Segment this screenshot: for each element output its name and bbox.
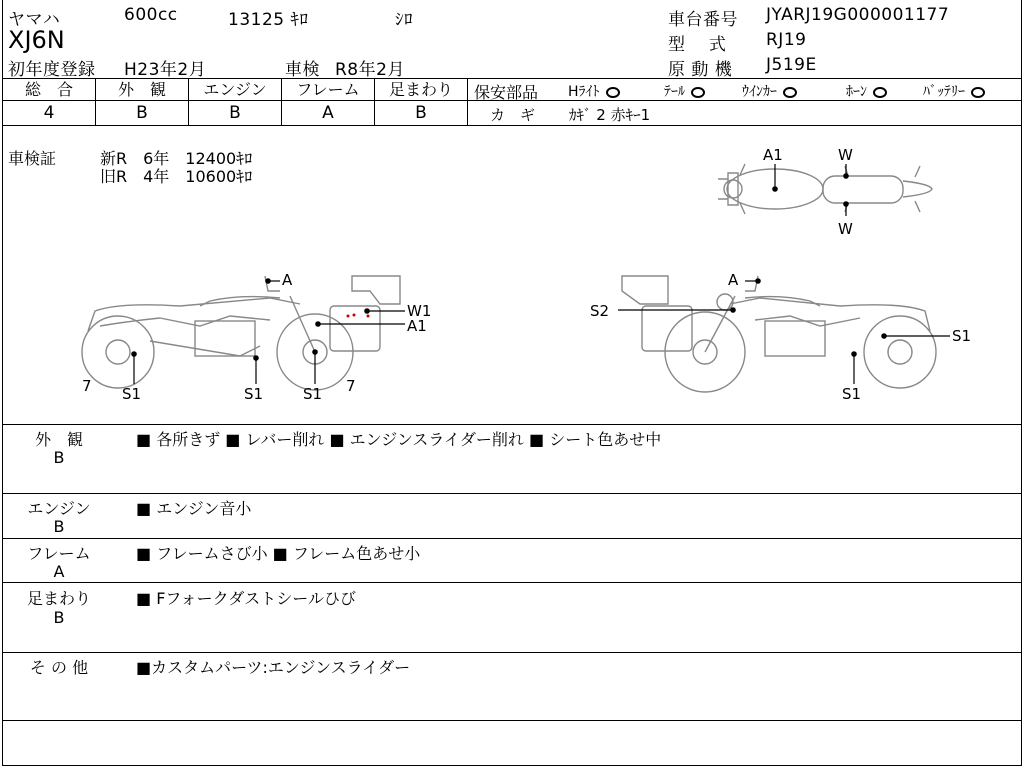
engine-model-label: 原 動 機 (668, 60, 733, 80)
divider (2, 493, 1022, 494)
certificate-label: 車検証 (8, 149, 57, 168)
displacement: 600cc (124, 5, 178, 25)
grade-frame (282, 79, 375, 125)
section-grade: B (53, 608, 65, 627)
safety-battery-label: ﾊﾞｯﾃﾘｰ (923, 84, 965, 100)
frame-no-value: JYARJ19G000001177 (766, 5, 950, 25)
safety-headlight-label: Hﾗｲﾄ (568, 84, 600, 100)
ok-circle-icon (873, 87, 887, 98)
grade-exterior-value: B (136, 103, 148, 123)
divider (2, 720, 1022, 721)
first-registration-value: H23年2月 (124, 60, 207, 80)
diagram-label-top-w-upper: W (838, 146, 853, 164)
engine-model-value: J519E (766, 55, 817, 75)
grade-table (2, 78, 1022, 126)
diagram-label-left-s1a: S1 (122, 385, 142, 403)
section-title: 足まわり (26, 589, 91, 608)
model-name: XJ6N (8, 26, 65, 54)
grade-suspension-value: B (415, 103, 427, 123)
safety-taillight (664, 81, 713, 101)
diagram-label-left-s1c: S1 (303, 385, 323, 403)
inspection-label: 車検 (285, 60, 320, 80)
left-side-motorcycle-icon (82, 276, 400, 390)
safety-horn-label: ﾎｰﾝ (846, 84, 867, 100)
grade-overall-label: 総 合 (3, 79, 95, 101)
safety-headlight (568, 81, 628, 101)
grade-suspension-label: 足まわり (375, 79, 467, 101)
type-label: 型 式 (668, 35, 727, 55)
grade-suspension (375, 79, 468, 125)
inspection-value: R8年2月 (335, 60, 405, 80)
section-grade: B (53, 517, 65, 536)
first-registration-label: 初年度登録 (8, 60, 96, 80)
key-label: カ ギ (490, 106, 536, 124)
top-view-motorcycle-icon (718, 164, 932, 214)
divider (2, 538, 1022, 539)
grade-frame-label: フレーム (282, 79, 374, 101)
diagram-label-left-a: A (282, 271, 293, 289)
section-text: ■ 各所きず ■ レバー削れ ■ エンジンスライダー削れ ■ シート色あせ中 (136, 430, 662, 449)
diagram-label-left-7b: 7 (346, 377, 356, 395)
safety-winker (742, 81, 805, 101)
right-side-motorcycle-icon (622, 276, 936, 392)
ok-circle-icon (783, 87, 797, 98)
grade-overall (3, 79, 96, 125)
safety-battery (923, 81, 993, 101)
section-text: ■ フレームさび小 ■ フレーム色あせ小 (136, 544, 421, 563)
diagram-label-right-s2: S2 (590, 302, 610, 320)
color: ｼﾛ (395, 10, 413, 30)
grade-engine-value: B (229, 103, 241, 123)
section-title: そ の 他 (29, 658, 89, 677)
section-text: ■ エンジン音小 (136, 499, 252, 518)
maker-name: ヤマハ (8, 10, 61, 30)
section-grade: A (53, 562, 65, 581)
diagram-label-top-a1: A1 (763, 146, 783, 164)
section-text: ■カスタムパーツ:エンジンスライダー (136, 658, 411, 677)
divider (2, 652, 1022, 653)
diagram-label-right-a: A (728, 271, 739, 289)
certificate-old: 旧R 4年 10600ｷﾛ (100, 167, 253, 186)
safety-parts-row (468, 79, 1021, 101)
diagram-label-top-w-lower: W (838, 220, 853, 238)
frame-no-label: 車台番号 (668, 10, 738, 30)
mileage: 13125 ｷﾛ (228, 10, 309, 30)
grade-overall-value: 4 (43, 103, 55, 123)
safety-title: 保安部品 (474, 83, 539, 102)
motorcycle-damage-diagram (0, 126, 1024, 424)
diagram-label-left-s1b: S1 (244, 385, 264, 403)
grade-engine (189, 79, 282, 125)
grade-exterior (96, 79, 189, 125)
section-title: フレーム (27, 544, 91, 563)
ok-circle-icon (691, 87, 705, 98)
grade-frame-value: A (322, 103, 334, 123)
section-title: エンジン (27, 499, 91, 518)
ok-circle-icon (971, 87, 985, 98)
key-value: ｶｷﾞ 2 赤ｷｰ1 (569, 106, 651, 124)
section-title: 外 観 (34, 430, 83, 449)
safety-taillight-label: ﾃｰﾙ (664, 84, 685, 100)
section-text: ■ Fフォークダストシールひび (136, 589, 356, 608)
section-grade: B (53, 448, 65, 467)
divider (2, 424, 1022, 425)
diagram-label-right-s1b: S1 (842, 385, 862, 403)
safety-winker-label: ｳｲﾝｶｰ (742, 84, 777, 100)
diagram-label-left-a1: A1 (407, 317, 427, 335)
diagram-label-right-s1a: S1 (952, 327, 972, 345)
divider (2, 582, 1022, 583)
grade-exterior-label: 外 観 (96, 79, 188, 101)
type-value: RJ19 (766, 30, 807, 50)
diagram-label-left-w1: W1 (407, 302, 432, 320)
ok-circle-icon (606, 87, 620, 98)
safety-horn (846, 81, 895, 101)
certificate-new: 新R 6年 12400ｷﾛ (100, 149, 253, 168)
diagram-label-left-7a: 7 (82, 377, 92, 395)
grade-engine-label: エンジン (189, 79, 281, 101)
